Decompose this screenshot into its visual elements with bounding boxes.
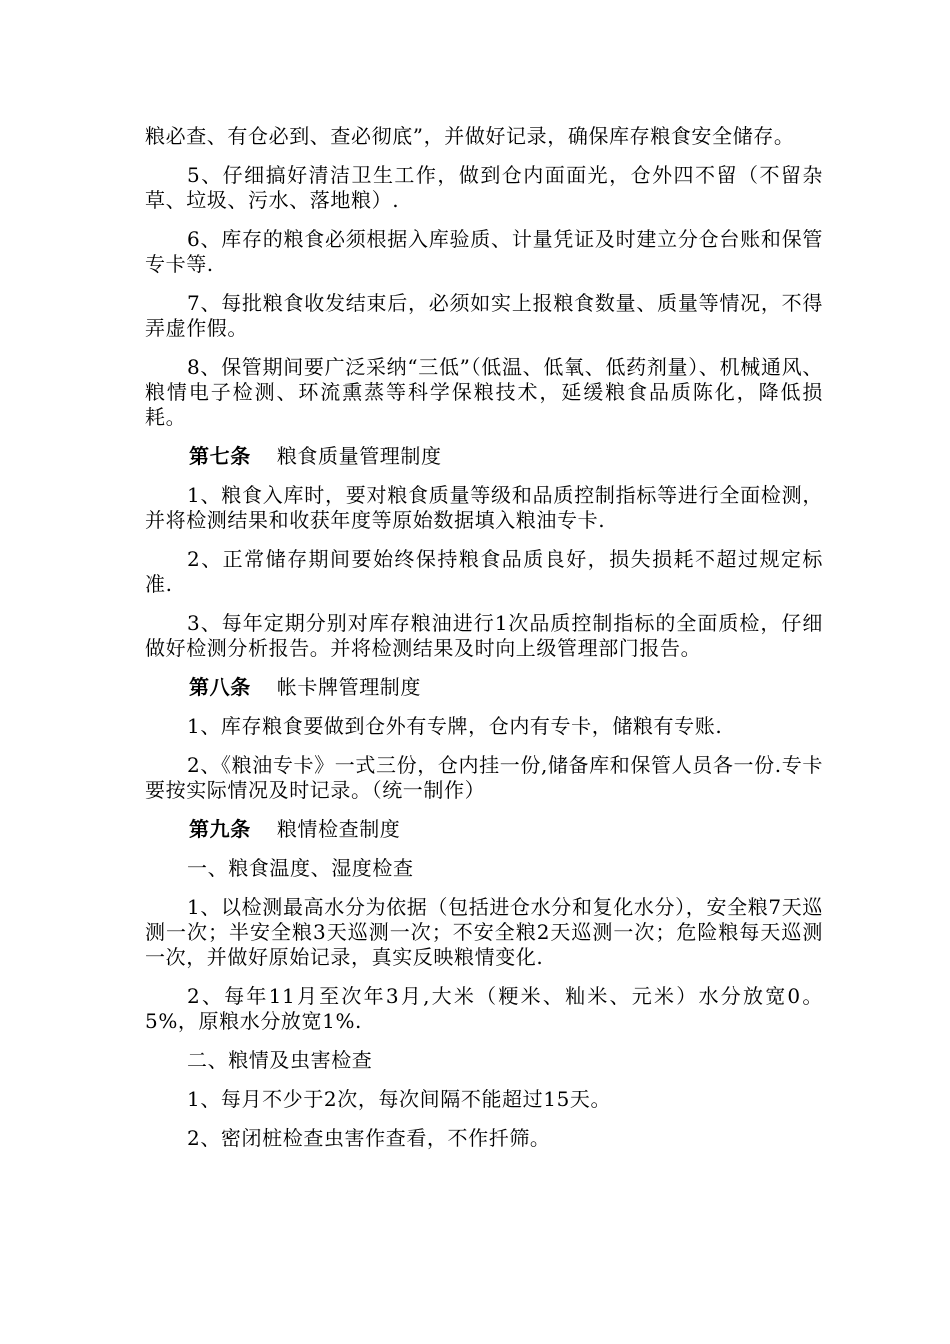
subsection-temperature-humidity: 一、粮食温度、湿度检查	[187, 856, 414, 880]
paragraph-continuation: 粮必查、有仓必到、查必彻底”，并做好记录，确保库存粮食安全储存。	[145, 124, 795, 148]
paragraph-quality-3: 3、每年定期分别对库存粮油进行1次品质控制指标的全面质检，仔细做好检测分析报告。并将检测结果及时向上级管理部门报告。	[145, 611, 823, 660]
paragraph-item-8: 8、保管期间要广泛采纳“三低”（低温、低氧、低药剂量）、机械通风、粮情电子检测、环流熏蒸等科学保粮技术，延缓粮食品质陈化，降低损耗。	[145, 355, 823, 429]
article-7-heading	[145, 444, 823, 469]
paragraph-inspection-1: 1、以检测最高水分为依据（包括进仓水分和复化水分），安全粮7天巡测一次；半安全粮3天巡测一次；不安全粮2天巡测一次；危险粮每天巡测一次，并做好原始记录，真实反映粮情变化.	[145, 895, 823, 969]
document-page	[145, 124, 823, 1165]
paragraph-item-5: 5、仔细搞好清洁卫生工作，做到仓内面面光，仓外四不留（不留杂草、垃圾、污水、落地粮）.	[145, 163, 823, 212]
paragraph-item-7: 7、每批粮食收发结束后，必须如实上报粮食数量、质量等情况，不得弄虚作假。	[145, 291, 823, 340]
subsection-pest-inspection: 二、粮情及虫害检查	[187, 1048, 373, 1072]
paragraph-quality-1: 1、粮食入库时，要对粮食质量等级和品质控制指标等进行全面检测，并将检测结果和收获年度等原始数据填入粮油专卡.	[145, 483, 823, 532]
paragraph-pest-1: 1、每月不少于2次，每次间隔不能超过15天。	[187, 1087, 612, 1111]
article-7-number: 第七条	[189, 444, 251, 468]
paragraph-pest-2: 2、密闭桩检查虫害作查看，不作扦筛。	[187, 1126, 551, 1150]
paragraph-quality-2: 2、正常储存期间要始终保持粮食品质良好，损失损耗不超过规定标准.	[145, 547, 823, 596]
article-8-title: 帐卡牌管理制度	[276, 675, 422, 699]
article-9-number: 第九条	[189, 817, 251, 841]
paragraph-card-2: 2、《粮油专卡》一式三份，仓内挂一份,储备库和保管人员各一份.专卡要按实际情况及时记录。（统一制作）	[145, 753, 823, 802]
article-8-number: 第八条	[189, 675, 251, 699]
paragraph-item-6: 6、库存的粮食必须根据入库验质、计量凭证及时建立分仓台账和保管专卡等.	[145, 227, 823, 276]
article-7-title: 粮食质量管理制度	[276, 444, 442, 468]
paragraph-card-1: 1、库存粮食要做到仓外有专牌，仓内有专卡，储粮有专账.	[187, 714, 723, 738]
paragraph-inspection-2: 2、每年11月至次年3月,大米（粳米、籼米、元米）水分放宽0。5%，原粮水分放宽1%.	[145, 984, 823, 1033]
article-9-title: 粮情检查制度	[276, 817, 401, 841]
article-9-heading	[145, 817, 823, 842]
article-8-heading	[145, 675, 823, 700]
